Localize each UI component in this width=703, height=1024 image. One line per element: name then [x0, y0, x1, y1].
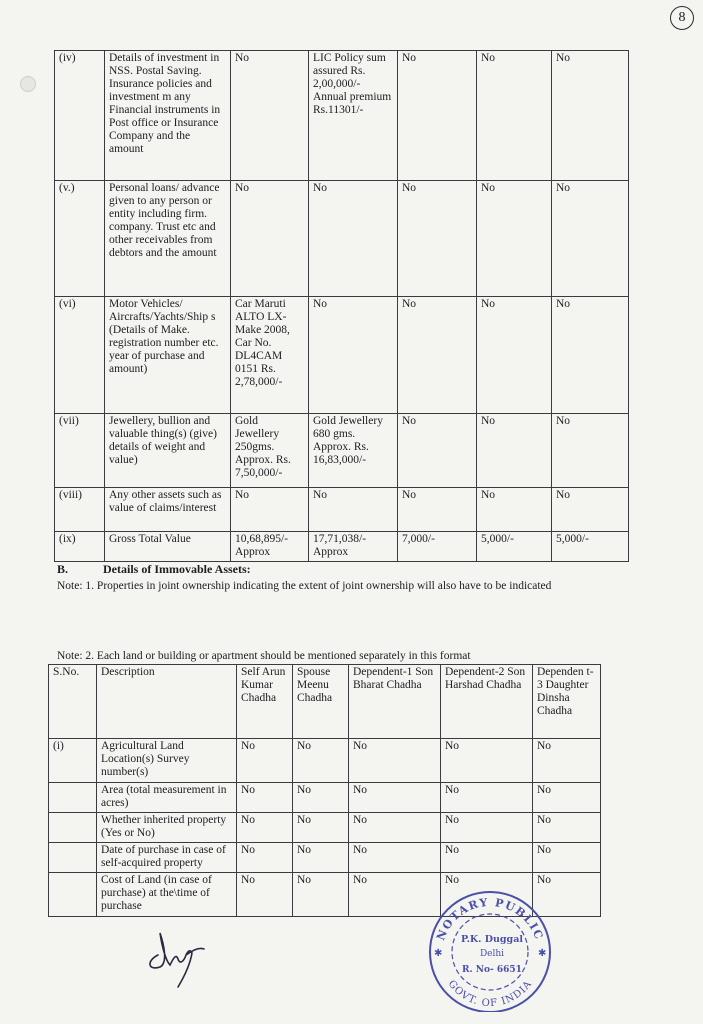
notary-stamp	[420, 882, 560, 1012]
svg-text:GOVT. OF INDIA	[446, 978, 535, 1009]
row-description: Any other assets such as value of claims/interest	[105, 488, 231, 532]
row-number: (ix)	[55, 532, 105, 562]
table-row	[55, 488, 629, 532]
spouse-value: Gold Jewellery 680 gms. Approx. Rs. 16,83,000/-	[309, 414, 398, 488]
stamp-top-text: NOTARY PUBLIC	[434, 895, 546, 943]
col-header-dependent3: Dependen t-3 Daughter Dinsha Chadha	[533, 665, 601, 739]
row-description: Whether inherited property (Yes or No)	[97, 813, 237, 843]
spouse-value: No	[293, 843, 349, 873]
row-number: (vii)	[55, 414, 105, 488]
table-row	[55, 532, 629, 562]
dependent1-value: No	[398, 51, 477, 181]
dependent1-value: No	[349, 813, 441, 843]
spouse-value: No	[309, 297, 398, 414]
dependent3-value: No	[552, 488, 629, 532]
spouse-value: No	[293, 813, 349, 843]
spouse-value: No	[293, 739, 349, 783]
spouse-value: 17,71,038/- Approx	[309, 532, 398, 562]
stamp-place: Delhi	[479, 949, 505, 959]
immovable-assets-table	[48, 664, 601, 917]
dependent2-value: No	[441, 843, 533, 873]
note-format: Note: 2. Each land or building or apartment should be mentioned separately in this format	[57, 650, 471, 662]
dependent3-value: No	[552, 414, 629, 488]
self-value: Gold Jewellery 250gms. Approx. Rs. 7,50,000/-	[231, 414, 309, 488]
self-value: No	[237, 739, 293, 783]
signature	[140, 925, 210, 995]
header-row	[49, 665, 601, 739]
dependent2-value: No	[477, 414, 552, 488]
row-description: Motor Vehicles/ Aircrafts/Yachts/Ship s (Details of Make. registration number etc. year of purchase and amount)	[105, 297, 231, 414]
page-number: 8	[670, 6, 694, 30]
self-value: No	[237, 783, 293, 813]
table-row	[49, 843, 601, 873]
table-row	[55, 51, 629, 181]
row-number	[49, 783, 97, 813]
dependent3-value: 5,000/-	[552, 532, 629, 562]
self-value: 10,68,895/- Approx	[231, 532, 309, 562]
self-value: No	[231, 488, 309, 532]
row-number: (vi)	[55, 297, 105, 414]
dependent3-value: No	[552, 181, 629, 297]
dependent1-value: No	[349, 873, 441, 917]
dependent2-value: No	[477, 51, 552, 181]
dependent1-value: No	[398, 181, 477, 297]
row-description: Cost of Land (in case of purchase) at the\time of purchase	[97, 873, 237, 917]
dependent3-value: No	[533, 783, 601, 813]
self-value: No	[237, 813, 293, 843]
col-header-self: Self Arun Kumar Chadha	[237, 665, 293, 739]
table-row	[55, 414, 629, 488]
stamp-star-icon: ✱	[538, 948, 547, 959]
spouse-value: No	[293, 873, 349, 917]
dependent1-value: 7,000/-	[398, 532, 477, 562]
self-value: No	[231, 51, 309, 181]
dependent2-value: 5,000/-	[477, 532, 552, 562]
row-description: Personal loans/ advance given to any person or entity including firm. company. Trust etc and other receivables from debtors and the amount	[105, 181, 231, 297]
stamp-star-icon: ✱	[434, 948, 443, 959]
dependent2-value: No	[477, 488, 552, 532]
col-header-dependent2: Dependent-2 Son Harshad Chadha	[441, 665, 533, 739]
punch-hole	[20, 76, 36, 92]
dependent2-value: No	[441, 783, 533, 813]
stamp-name: P.K. Duggal	[461, 934, 523, 945]
row-number: (v.)	[55, 181, 105, 297]
note-joint-ownership: Note: 1. Properties in joint ownership indicating the extent of joint ownership will also have to be indicated	[57, 580, 552, 592]
table-row	[55, 297, 629, 414]
dependent1-value: No	[398, 414, 477, 488]
row-description: Date of purchase in case of self-acquired property	[97, 843, 237, 873]
row-description: Agricultural Land Location(s) Survey number(s)	[97, 739, 237, 783]
table-row	[49, 813, 601, 843]
dependent2-value: No	[477, 297, 552, 414]
dependent3-value: No	[552, 297, 629, 414]
dependent1-value: No	[349, 739, 441, 783]
table-row	[55, 181, 629, 297]
row-number: (iv)	[55, 51, 105, 181]
self-value: No	[231, 181, 309, 297]
col-header-sno: S.No.	[49, 665, 97, 739]
row-number	[49, 813, 97, 843]
col-header-description: Description	[97, 665, 237, 739]
row-description: Gross Total Value	[105, 532, 231, 562]
spouse-value: No	[309, 488, 398, 532]
dependent1-value: No	[349, 843, 441, 873]
row-number: (i)	[49, 739, 97, 783]
dependent1-value: No	[398, 488, 477, 532]
row-number	[49, 873, 97, 917]
section-heading	[57, 562, 251, 577]
dependent3-value: No	[552, 51, 629, 181]
row-number: (viii)	[55, 488, 105, 532]
row-description: Area (total measurement in acres)	[97, 783, 237, 813]
row-number	[49, 843, 97, 873]
dependent2-value: No	[441, 813, 533, 843]
self-value: No	[237, 843, 293, 873]
self-value: Car Maruti ALTO LX- Make 2008, Car No. DL4CAM 0151 Rs. 2,78,000/-	[231, 297, 309, 414]
dependent3-value: No	[533, 843, 601, 873]
stamp-registration: R. No- 6651	[462, 965, 522, 975]
self-value: No	[237, 873, 293, 917]
dependent1-value: No	[349, 783, 441, 813]
row-description: Details of investment in NSS. Postal Saving. Insurance policies and investment m any Financial instruments in Post office or Insurance Company and the amount	[105, 51, 231, 181]
col-header-spouse: Spouse Meenu Chadha	[293, 665, 349, 739]
section-letter: B.	[57, 562, 69, 576]
dependent2-value: No	[477, 181, 552, 297]
table-row	[49, 739, 601, 783]
spouse-value: No	[309, 181, 398, 297]
movable-assets-table	[54, 50, 629, 562]
dependent2-value: No	[441, 739, 533, 783]
spouse-value: LIC Policy sum assured Rs. 2,00,000/- Annual premium Rs.11301/-	[309, 51, 398, 181]
dependent3-value: No	[533, 873, 601, 917]
spouse-value: No	[293, 783, 349, 813]
dependent2-value: No	[441, 873, 533, 917]
row-description: Jewellery, bullion and valuable thing(s) (give) details of weight and value)	[105, 414, 231, 488]
dependent1-value: No	[398, 297, 477, 414]
dependent3-value: No	[533, 739, 601, 783]
table-row	[49, 783, 601, 813]
dependent3-value: No	[533, 813, 601, 843]
stamp-bottom-text: GOVT. OF INDIA	[445, 978, 535, 1010]
section-title: Details of Immovable Assets:	[103, 562, 251, 576]
col-header-dependent1: Dependent-1 Son Bharat Chadha	[349, 665, 441, 739]
